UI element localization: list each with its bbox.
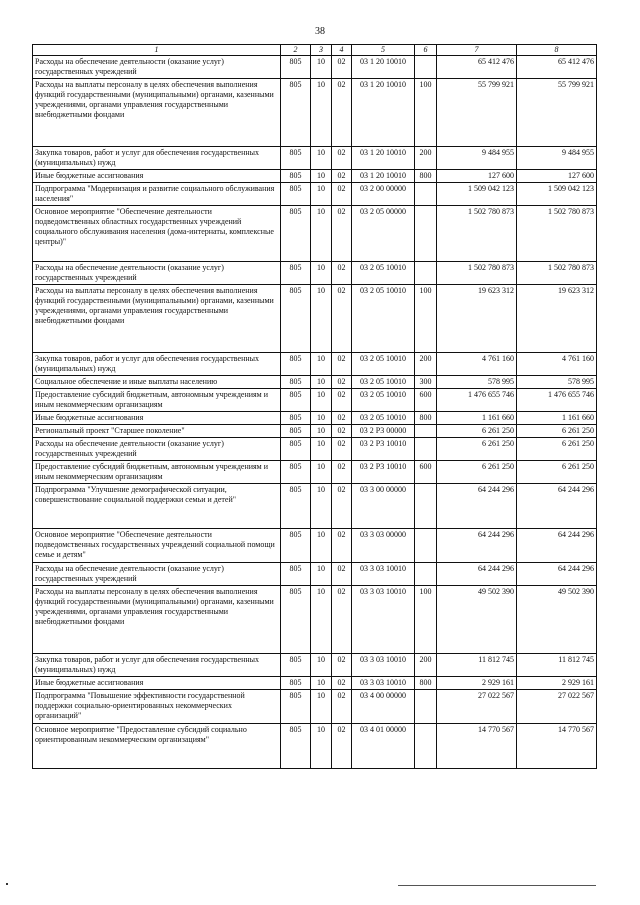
row-amount-1: 14 770 567 bbox=[437, 724, 517, 769]
row-subsection: 02 bbox=[332, 285, 352, 353]
row-amount-1: 578 995 bbox=[437, 376, 517, 389]
row-ministry-code: 805 bbox=[281, 412, 311, 425]
row-expense-type: 200 bbox=[415, 654, 437, 677]
row-name: Социальное обеспечение и иные выплаты населению bbox=[33, 376, 281, 389]
row-amount-1: 64 244 296 bbox=[437, 484, 517, 529]
table-row bbox=[33, 563, 597, 586]
row-subsection: 02 bbox=[332, 724, 352, 769]
row-expense-type: 200 bbox=[415, 353, 437, 376]
table-row bbox=[33, 438, 597, 461]
row-subsection: 02 bbox=[332, 563, 352, 586]
row-amount-2: 19 623 312 bbox=[517, 285, 597, 353]
row-amount-2: 1 476 655 746 bbox=[517, 389, 597, 412]
row-section: 10 bbox=[311, 677, 332, 690]
row-ministry-code: 805 bbox=[281, 438, 311, 461]
row-subsection: 02 bbox=[332, 353, 352, 376]
row-amount-1: 4 761 160 bbox=[437, 353, 517, 376]
row-name: Основное мероприятие "Обеспечение деятельности подведомственных областных государственных учреждений социального обслуживания населения (дома-интернаты, комплексные центры)" bbox=[33, 206, 281, 262]
row-name: Предоставление субсидий бюджетным, автономным учреждениям и иным некоммерческим организациям bbox=[33, 461, 281, 484]
row-amount-1: 6 261 250 bbox=[437, 461, 517, 484]
row-target-article: 03 2 05 10010 bbox=[352, 376, 415, 389]
row-name: Основное мероприятие "Обеспечение деятельности подведомственных государственных учреждений социальной помощи семье и детям" bbox=[33, 529, 281, 563]
col-header: 7 bbox=[437, 45, 517, 56]
row-subsection: 02 bbox=[332, 690, 352, 724]
row-amount-1: 1 502 780 873 bbox=[437, 262, 517, 285]
row-amount-2: 64 244 296 bbox=[517, 529, 597, 563]
row-ministry-code: 805 bbox=[281, 376, 311, 389]
row-amount-2: 49 502 390 bbox=[517, 586, 597, 654]
row-ministry-code: 805 bbox=[281, 170, 311, 183]
row-ministry-code: 805 bbox=[281, 690, 311, 724]
row-section: 10 bbox=[311, 170, 332, 183]
row-expense-type bbox=[415, 563, 437, 586]
row-section: 10 bbox=[311, 79, 332, 147]
row-ministry-code: 805 bbox=[281, 285, 311, 353]
table-row bbox=[33, 79, 597, 147]
row-amount-2: 55 799 921 bbox=[517, 79, 597, 147]
table-row bbox=[33, 461, 597, 484]
table-row bbox=[33, 183, 597, 206]
row-subsection: 02 bbox=[332, 147, 352, 170]
row-subsection: 02 bbox=[332, 677, 352, 690]
row-expense-type: 800 bbox=[415, 412, 437, 425]
row-subsection: 02 bbox=[332, 654, 352, 677]
row-target-article: 03 4 00 00000 bbox=[352, 690, 415, 724]
row-amount-1: 19 623 312 bbox=[437, 285, 517, 353]
row-subsection: 02 bbox=[332, 206, 352, 262]
row-expense-type bbox=[415, 183, 437, 206]
row-target-article: 03 4 01 00000 bbox=[352, 724, 415, 769]
row-ministry-code: 805 bbox=[281, 353, 311, 376]
row-expense-type: 600 bbox=[415, 389, 437, 412]
header-row bbox=[33, 45, 597, 56]
row-target-article: 03 3 03 10010 bbox=[352, 586, 415, 654]
table-row bbox=[33, 376, 597, 389]
row-section: 10 bbox=[311, 183, 332, 206]
row-subsection: 02 bbox=[332, 183, 352, 206]
row-name: Расходы на выплаты персоналу в целях обеспечения выполнения функций государственными (муниципальными) органами, казенными учреждениями, органами управления государственными внебюджетными фондами bbox=[33, 285, 281, 353]
row-ministry-code: 805 bbox=[281, 183, 311, 206]
row-amount-1: 64 244 296 bbox=[437, 529, 517, 563]
row-section: 10 bbox=[311, 262, 332, 285]
row-ministry-code: 805 bbox=[281, 425, 311, 438]
row-name: Подпрограмма "Улучшение демографической ситуации, совершенствование социальной поддержки семьи и детей" bbox=[33, 484, 281, 529]
col-header: 8 bbox=[517, 45, 597, 56]
col-header: 3 bbox=[311, 45, 332, 56]
row-section: 10 bbox=[311, 206, 332, 262]
row-expense-type bbox=[415, 690, 437, 724]
row-section: 10 bbox=[311, 438, 332, 461]
row-expense-type: 100 bbox=[415, 79, 437, 147]
row-expense-type: 200 bbox=[415, 147, 437, 170]
row-subsection: 02 bbox=[332, 529, 352, 563]
row-target-article: 03 2 05 10010 bbox=[352, 353, 415, 376]
row-subsection: 02 bbox=[332, 461, 352, 484]
row-expense-type bbox=[415, 529, 437, 563]
row-target-article: 03 3 03 00000 bbox=[352, 529, 415, 563]
row-expense-type: 300 bbox=[415, 376, 437, 389]
row-subsection: 02 bbox=[332, 389, 352, 412]
row-expense-type bbox=[415, 425, 437, 438]
row-amount-2: 127 600 bbox=[517, 170, 597, 183]
row-ministry-code: 805 bbox=[281, 677, 311, 690]
row-target-article: 03 2 P3 00000 bbox=[352, 425, 415, 438]
row-section: 10 bbox=[311, 412, 332, 425]
row-section: 10 bbox=[311, 654, 332, 677]
row-section: 10 bbox=[311, 389, 332, 412]
row-target-article: 03 2 00 00000 bbox=[352, 183, 415, 206]
row-ministry-code: 805 bbox=[281, 461, 311, 484]
row-amount-1: 11 812 745 bbox=[437, 654, 517, 677]
row-expense-type: 800 bbox=[415, 170, 437, 183]
row-name: Основное мероприятие "Предоставление субсидий социально ориентированным некоммерческим организациям" bbox=[33, 724, 281, 769]
row-section: 10 bbox=[311, 461, 332, 484]
row-amount-1: 55 799 921 bbox=[437, 79, 517, 147]
row-section: 10 bbox=[311, 147, 332, 170]
row-ministry-code: 805 bbox=[281, 79, 311, 147]
row-amount-2: 2 929 161 bbox=[517, 677, 597, 690]
table-row bbox=[33, 56, 597, 79]
row-target-article: 03 2 05 10010 bbox=[352, 285, 415, 353]
row-amount-2: 1 502 780 873 bbox=[517, 206, 597, 262]
row-section: 10 bbox=[311, 353, 332, 376]
row-target-article: 03 1 20 10010 bbox=[352, 79, 415, 147]
table-row bbox=[33, 677, 597, 690]
row-amount-1: 6 261 250 bbox=[437, 425, 517, 438]
row-expense-type: 100 bbox=[415, 586, 437, 654]
row-amount-1: 1 161 660 bbox=[437, 412, 517, 425]
row-subsection: 02 bbox=[332, 56, 352, 79]
row-ministry-code: 805 bbox=[281, 206, 311, 262]
table-row bbox=[33, 170, 597, 183]
row-expense-type bbox=[415, 56, 437, 79]
row-target-article: 03 2 P3 10010 bbox=[352, 461, 415, 484]
table-row bbox=[33, 206, 597, 262]
row-ministry-code: 805 bbox=[281, 389, 311, 412]
row-section: 10 bbox=[311, 690, 332, 724]
row-ministry-code: 805 bbox=[281, 654, 311, 677]
row-ministry-code: 805 bbox=[281, 586, 311, 654]
row-name: Расходы на выплаты персоналу в целях обеспечения выполнения функций государственными (муниципальными) органами, казенными учреждениями, органами управления государственными внебюджетными фондами bbox=[33, 586, 281, 654]
row-ministry-code: 805 bbox=[281, 724, 311, 769]
row-section: 10 bbox=[311, 724, 332, 769]
row-subsection: 02 bbox=[332, 412, 352, 425]
row-ministry-code: 805 bbox=[281, 563, 311, 586]
row-amount-1: 65 412 476 bbox=[437, 56, 517, 79]
row-name: Закупка товаров, работ и услуг для обеспечения государственных (муниципальных) нужд bbox=[33, 353, 281, 376]
row-expense-type bbox=[415, 206, 437, 262]
row-amount-2: 64 244 296 bbox=[517, 484, 597, 529]
row-target-article: 03 2 05 10010 bbox=[352, 412, 415, 425]
row-name: Подпрограмма "Повышение эффективности государственной поддержки социально-ориентированных некоммерческих организаций" bbox=[33, 690, 281, 724]
row-section: 10 bbox=[311, 563, 332, 586]
row-section: 10 bbox=[311, 56, 332, 79]
col-header: 2 bbox=[281, 45, 311, 56]
col-header: 6 bbox=[415, 45, 437, 56]
row-name: Иные бюджетные ассигнования bbox=[33, 412, 281, 425]
row-section: 10 bbox=[311, 285, 332, 353]
row-target-article: 03 3 03 10010 bbox=[352, 654, 415, 677]
row-amount-2: 27 022 567 bbox=[517, 690, 597, 724]
row-amount-2: 11 812 745 bbox=[517, 654, 597, 677]
row-amount-1: 6 261 250 bbox=[437, 438, 517, 461]
table-row bbox=[33, 353, 597, 376]
row-expense-type bbox=[415, 438, 437, 461]
row-name: Расходы на выплаты персоналу в целях обеспечения выполнения функций государственными (муниципальными) органами, казенными учреждениями, органами управления государственными внебюджетными фондами bbox=[33, 79, 281, 147]
footer-rule bbox=[398, 885, 596, 886]
row-target-article: 03 1 20 10010 bbox=[352, 56, 415, 79]
table-row bbox=[33, 654, 597, 677]
row-amount-2: 1 161 660 bbox=[517, 412, 597, 425]
table-row bbox=[33, 586, 597, 654]
row-amount-1: 1 502 780 873 bbox=[437, 206, 517, 262]
row-name: Расходы на обеспечение деятельности (оказание услуг) государственных учреждений bbox=[33, 438, 281, 461]
row-subsection: 02 bbox=[332, 425, 352, 438]
row-amount-2: 1 509 042 123 bbox=[517, 183, 597, 206]
col-header: 5 bbox=[352, 45, 415, 56]
row-expense-type bbox=[415, 484, 437, 529]
row-expense-type: 600 bbox=[415, 461, 437, 484]
col-header: 4 bbox=[332, 45, 352, 56]
row-section: 10 bbox=[311, 376, 332, 389]
row-amount-1: 49 502 390 bbox=[437, 586, 517, 654]
row-ministry-code: 805 bbox=[281, 56, 311, 79]
row-target-article: 03 3 03 10010 bbox=[352, 563, 415, 586]
table-row bbox=[33, 147, 597, 170]
row-amount-2: 14 770 567 bbox=[517, 724, 597, 769]
row-name: Расходы на обеспечение деятельности (оказание услуг) государственных учреждений bbox=[33, 262, 281, 285]
row-name: Расходы на обеспечение деятельности (оказание услуг) государственных учреждений bbox=[33, 56, 281, 79]
table-row bbox=[33, 484, 597, 529]
row-name: Закупка товаров, работ и услуг для обеспечения государственных (муниципальных) нужд bbox=[33, 654, 281, 677]
row-amount-1: 127 600 bbox=[437, 170, 517, 183]
row-amount-1: 9 484 955 bbox=[437, 147, 517, 170]
row-subsection: 02 bbox=[332, 170, 352, 183]
row-section: 10 bbox=[311, 529, 332, 563]
table-row bbox=[33, 412, 597, 425]
margin-mark bbox=[6, 883, 8, 885]
row-amount-1: 1 476 655 746 bbox=[437, 389, 517, 412]
row-target-article: 03 3 03 10010 bbox=[352, 677, 415, 690]
row-amount-2: 65 412 476 bbox=[517, 56, 597, 79]
row-name: Иные бюджетные ассигнования bbox=[33, 170, 281, 183]
row-target-article: 03 1 20 10010 bbox=[352, 170, 415, 183]
table-row bbox=[33, 724, 597, 769]
row-ministry-code: 805 bbox=[281, 529, 311, 563]
table-row bbox=[33, 690, 597, 724]
row-amount-2: 6 261 250 bbox=[517, 438, 597, 461]
row-subsection: 02 bbox=[332, 79, 352, 147]
row-amount-2: 6 261 250 bbox=[517, 461, 597, 484]
row-subsection: 02 bbox=[332, 586, 352, 654]
row-subsection: 02 bbox=[332, 262, 352, 285]
row-amount-1: 2 929 161 bbox=[437, 677, 517, 690]
table-row bbox=[33, 425, 597, 438]
row-ministry-code: 805 bbox=[281, 147, 311, 170]
row-amount-2: 578 995 bbox=[517, 376, 597, 389]
table-row bbox=[33, 389, 597, 412]
row-name: Подпрограмма "Модернизация и развитие социального обслуживания населения" bbox=[33, 183, 281, 206]
row-expense-type: 100 bbox=[415, 285, 437, 353]
table-row bbox=[33, 262, 597, 285]
row-section: 10 bbox=[311, 425, 332, 438]
row-name: Региональный проект "Старшее поколение" bbox=[33, 425, 281, 438]
row-amount-2: 6 261 250 bbox=[517, 425, 597, 438]
row-section: 10 bbox=[311, 586, 332, 654]
row-ministry-code: 805 bbox=[281, 262, 311, 285]
row-target-article: 03 2 P3 10010 bbox=[352, 438, 415, 461]
row-amount-2: 64 244 296 bbox=[517, 563, 597, 586]
row-target-article: 03 2 05 10010 bbox=[352, 262, 415, 285]
table-row bbox=[33, 285, 597, 353]
row-amount-2: 9 484 955 bbox=[517, 147, 597, 170]
row-amount-1: 64 244 296 bbox=[437, 563, 517, 586]
row-amount-2: 4 761 160 bbox=[517, 353, 597, 376]
row-amount-2: 1 502 780 873 bbox=[517, 262, 597, 285]
row-target-article: 03 2 05 10010 bbox=[352, 389, 415, 412]
page-number: 38 bbox=[315, 26, 325, 37]
row-subsection: 02 bbox=[332, 484, 352, 529]
row-subsection: 02 bbox=[332, 438, 352, 461]
row-subsection: 02 bbox=[332, 376, 352, 389]
row-target-article: 03 3 00 00000 bbox=[352, 484, 415, 529]
row-target-article: 03 2 05 00000 bbox=[352, 206, 415, 262]
row-name: Иные бюджетные ассигнования bbox=[33, 677, 281, 690]
row-name: Закупка товаров, работ и услуг для обеспечения государственных (муниципальных) нужд bbox=[33, 147, 281, 170]
table-row bbox=[33, 529, 597, 563]
row-amount-1: 1 509 042 123 bbox=[437, 183, 517, 206]
budget-table bbox=[32, 44, 597, 769]
row-expense-type bbox=[415, 724, 437, 769]
row-target-article: 03 1 20 10010 bbox=[352, 147, 415, 170]
row-ministry-code: 805 bbox=[281, 484, 311, 529]
row-amount-1: 27 022 567 bbox=[437, 690, 517, 724]
row-expense-type bbox=[415, 262, 437, 285]
row-section: 10 bbox=[311, 484, 332, 529]
row-name: Расходы на обеспечение деятельности (оказание услуг) государственных учреждений bbox=[33, 563, 281, 586]
row-name: Предоставление субсидий бюджетным, автономным учреждениям и иным некоммерческим организациям bbox=[33, 389, 281, 412]
col-header: 1 bbox=[33, 45, 281, 56]
row-expense-type: 800 bbox=[415, 677, 437, 690]
